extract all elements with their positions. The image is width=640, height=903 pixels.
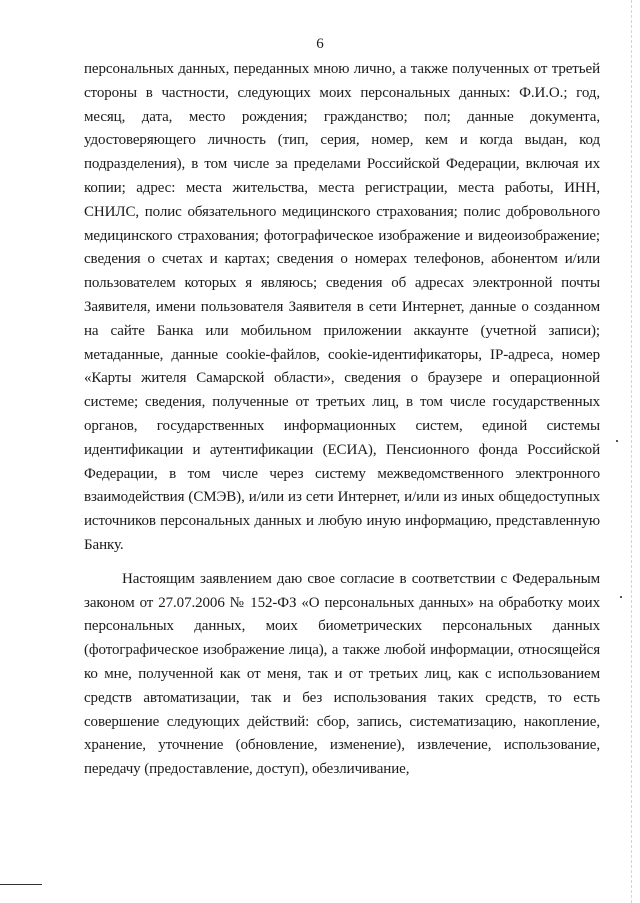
scan-edge-line [631, 0, 632, 903]
paragraph-personal-data-list: персональных данных, переданных мною лично, а также полученных от третьей стороны в частности, следующих моих персональных данных: Ф.И.О.; год, месяц, дата, место рождения; гражданство; пол; данные документа, удостоверяющего личность (тип, серия, номер, кем и когда выдан, код подразделения), в том числе за пределами Российской Федерации, включая их копии; адрес: места жительства, места регистрации, места работы, ИНН, СНИЛС, полис обязательного медицинского страхования; полис добровольного медицинского страхования; фотографическое изображение и видеоизображение; сведения о счетах и картах; сведения о номерах телефонов, абонентом и/или пользователем которых я являюсь; сведения об адресах электронной почты Заявителя, имени пользователя Заявителя в сети Интернет, данные о созданном на сайте Банка или мобильном приложении аккаунте (учетной записи); метаданные, данные cookie-файлов, cookie-идентификаторы, IP-адреса, номер «Карты жителя Самарской области», сведения о браузере и операционной системе; сведения, полученные от третьих лиц, в том числе государственных органов, государственных информационных систем, единой системы идентификации и аутентификации (ЕСИА), Пенсионного фонда Российской Федерации, в том числе через систему межведомственного электронного взаимодействия (СМЭВ), и/или из сети Интернет, и/или из иных общедоступных источников персональных данных и любую иную информацию, представленную Банку. [84, 61, 600, 553]
paragraph-consent-statement: Настоящим заявлением даю свое согласие в соответствии с Федеральным законом от 27.07.2006 № 152-ФЗ «О персональных данных» на обработку моих персональных данных, моих биометрических персональных данных (фотографическое изображение лица), а также любой информации, относящейся ко мне, полученной как от меня, так и от третьих лиц, как с использованием средств автоматизации, так и без использования таких средств, то есть совершение следующих действий: сбор, запись, систематизацию, накопление, хранение, уточнение (обновление, изменение), извлечение, использование, передачу (предоставление, доступ), обезличивание, [84, 570, 600, 778]
scan-speck [620, 596, 622, 598]
page-number: 6 [316, 36, 324, 52]
document-body [84, 58, 600, 782]
scan-speck [616, 440, 618, 442]
footnote-rule [0, 884, 42, 885]
